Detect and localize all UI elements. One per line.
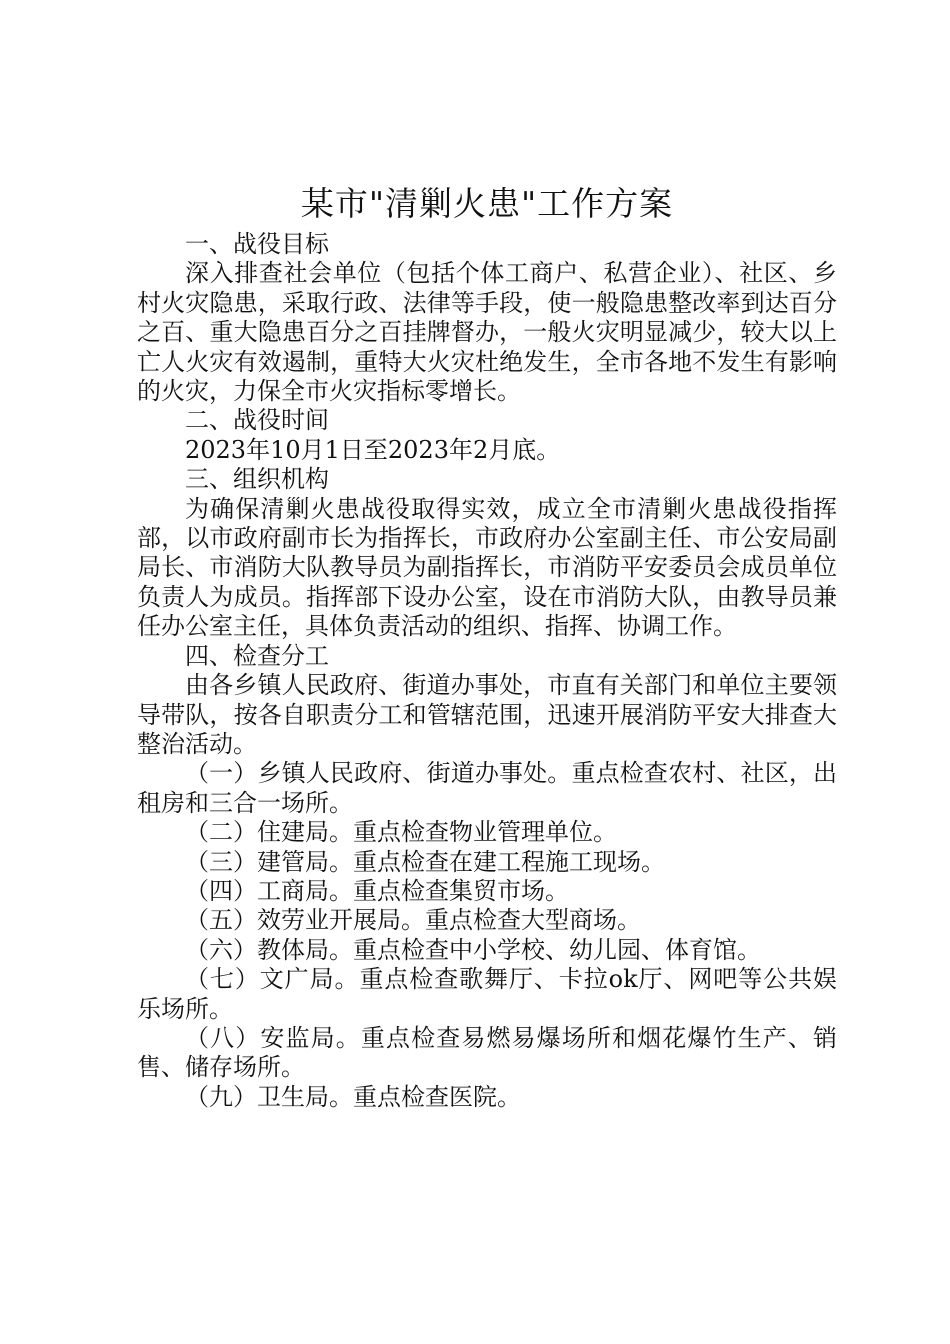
- list-item: （一）乡镇人民政府、街道办事处。重点检查农村、社区，出租房和三合一场所。: [137, 759, 837, 817]
- list-item: （七）文广局。重点检查歌舞厅、卡拉ok厅、网吧等公共娱乐场所。: [137, 965, 837, 1023]
- list-item: （六）教体局。重点检查中小学校、幼儿园、体育馆。: [185, 935, 761, 964]
- list-item: （三）建管局。重点检查在建工程施工现场。: [185, 847, 665, 876]
- paragraph-goal: 深入排查社会单位（包括个体工商户、私营企业）、社区、乡村火灾隐患，采取行政、法律等手段，使一般隐患整改率到达百分之百、重大隐患百分之百挂牌督办，一般火灾明显减少，较大以上亡人火灾有效遏制，重特大火灾杜绝发生，全市各地不发生有影响的火灾，力保全市火灾指标零增长。: [137, 259, 837, 406]
- paragraph-division: 由各乡镇人民政府、街道办事处，市直有关部门和单位主要领导带队，按各自职责分工和管辖范围，迅速开展消防平安大排查大整治活动。: [137, 671, 837, 758]
- paragraph-organization: 为确保清剿火患战役取得实效，成立全市清剿火患战役指挥部，以市政府副市长为指挥长，市政府办公室副主任、市公安局副局长、市消防大队教导员为副指挥长，市消防平安委员会成员单位负责人为成员。指挥部下设办公室，设在市消防大队，由教导员兼任办公室主任，具体负责活动的组织、指挥、协调工作。: [137, 494, 837, 641]
- list-item: （二）住建局。重点检查物业管理单位。: [185, 818, 617, 847]
- document-title: 某市"清剿火患"工作方案: [300, 184, 674, 223]
- document-page: [137, 180, 837, 1112]
- list-item: （八）安监局。重点检查易燃易爆场所和烟花爆竹生产、销售、储存场所。: [137, 1023, 837, 1082]
- list-item: （四）工商局。重点检查集贸市场。: [185, 876, 569, 905]
- paragraph-time: 2023年10月1日至2023年2月底。: [185, 435, 561, 464]
- section-heading-time: 二、战役时间: [185, 406, 329, 435]
- list-item: （五）效劳业开展局。重点检查大型商场。: [185, 906, 641, 935]
- list-item: （九）卫生局。重点检查医院。: [185, 1082, 521, 1111]
- section-heading-division: 四、检查分工: [185, 641, 329, 670]
- section-heading-organization: 三、组织机构: [185, 465, 329, 494]
- section-heading-goal: 一、战役目标: [185, 230, 329, 258]
